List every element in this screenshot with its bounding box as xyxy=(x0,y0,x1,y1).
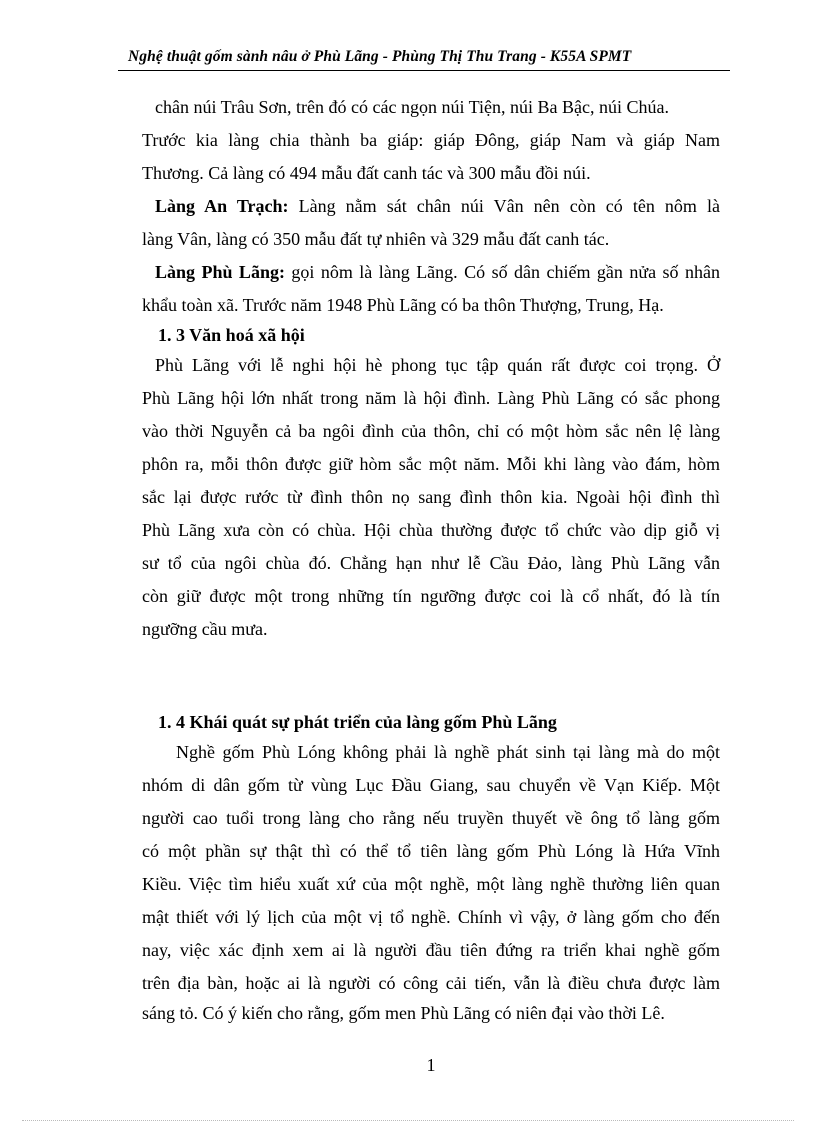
body-text-run: gọi nôm là làng Lãng. Có số dân chiếm gần nửa số nhân xyxy=(284,262,720,282)
body-line: ngưỡng cầu mưa. xyxy=(142,619,268,639)
village-name: Làng An Trạch: xyxy=(155,196,289,216)
body-line: Thương. Cả làng có 494 mẫu đất canh tác và 300 mẫu đồi núi. xyxy=(142,163,591,183)
body-line: nhóm di dân gốm từ vùng Lục Đầu Giang, sau chuyển về Vạn Kiếp. Một xyxy=(142,775,720,795)
village-name: Làng Phù Lãng: xyxy=(155,262,285,282)
body-text-run: Làng nằm sát chân núi Vân nên còn có tên nôm là xyxy=(288,196,720,216)
body-line: Phù Lãng với lễ nghi hội hè phong tục tập quán rất được coi trọng. Ở xyxy=(155,355,720,375)
section-heading: 1. 4 Khái quát sự phát triển của làng gốm Phù Lãng xyxy=(158,712,557,732)
body-line: sắc lại được rước từ đình thôn nọ sang đình thôn kia. Ngoài hội đình thì xyxy=(142,487,720,507)
body-line: chân núi Trâu Sơn, trên đó có các ngọn núi Tiện, núi Ba Bậc, núi Chúa. xyxy=(155,97,669,117)
body-line: có một phần sự thật thì có thể tổ tiên làng gốm Phù Lóng là Hứa Vĩnh xyxy=(142,841,720,861)
body-line: sư tổ của ngôi chùa đó. Chẳng hạn như lễ Cầu Đảo, làng Phù Lãng vẫn xyxy=(142,553,720,573)
body-line: sáng tỏ. Có ý kiến cho rằng, gốm men Phù Lãng có niên đại vào thời Lê. xyxy=(142,1003,665,1023)
body-line: khẩu toàn xã. Trước năm 1948 Phù Lãng có ba thôn Thượng, Trung, Hạ. xyxy=(142,295,664,315)
body-line: còn giữ được một trong những tín ngưỡng được coi là cổ nhất, đó là tín xyxy=(142,586,720,606)
body-line: trên địa bàn, hoặc ai là người có công cải tiến, vẫn là điều chưa được làm xyxy=(142,973,720,993)
body-line: nay, việc xác định xem ai là người đầu tiên đứng ra triển khai nghề gốm xyxy=(142,940,720,960)
body-line xyxy=(155,195,720,217)
body-line: Trước kia làng chia thành ba giáp: giáp Đông, giáp Nam và giáp Nam xyxy=(142,130,720,150)
body-line: Phù Lãng hội lớn nhất trong năm là hội đình. Làng Phù Lãng có sắc phong xyxy=(142,388,720,408)
page-bottom-divider xyxy=(22,1120,794,1121)
body-line: vào thời Nguyễn cả ba ngôi đình của thôn, chỉ có một hòm sắc nên lệ làng xyxy=(142,421,720,441)
body-line: Kiều. Việc tìm hiểu xuất xứ của một nghề, một làng nghề thường liên quan xyxy=(142,874,720,894)
body-line: phôn ra, mỗi thôn được giữ hòm sắc một năm. Mỗi khi làng vào đám, hòm xyxy=(142,454,720,474)
body-line: làng Vân, làng có 350 mẫu đất tự nhiên và 329 mẫu đất canh tác. xyxy=(142,229,610,249)
body-line: người cao tuổi trong làng cho rằng nếu truyền thuyết về ông tổ làng gốm xyxy=(142,808,720,828)
running-header: Nghệ thuật gốm sành nâu ở Phù Lãng - Phùng Thị Thu Trang - K55A SPMT xyxy=(128,48,632,65)
body-line xyxy=(155,261,720,283)
body-line: Phù Lãng xưa còn có chùa. Hội chùa thường được tổ chức vào dịp giỗ vị xyxy=(142,520,720,540)
section-heading: 1. 3 Văn hoá xã hội xyxy=(158,325,305,345)
page-number: 1 xyxy=(426,1055,436,1075)
body-line: mật thiết với lý lịch của một vị tổ nghề. Chính vì vậy, ở làng gốm cho đến xyxy=(142,907,720,927)
body-line: Nghề gốm Phù Lóng không phải là nghề phát sinh tại làng mà do một xyxy=(176,742,720,762)
header-rule xyxy=(118,70,730,71)
